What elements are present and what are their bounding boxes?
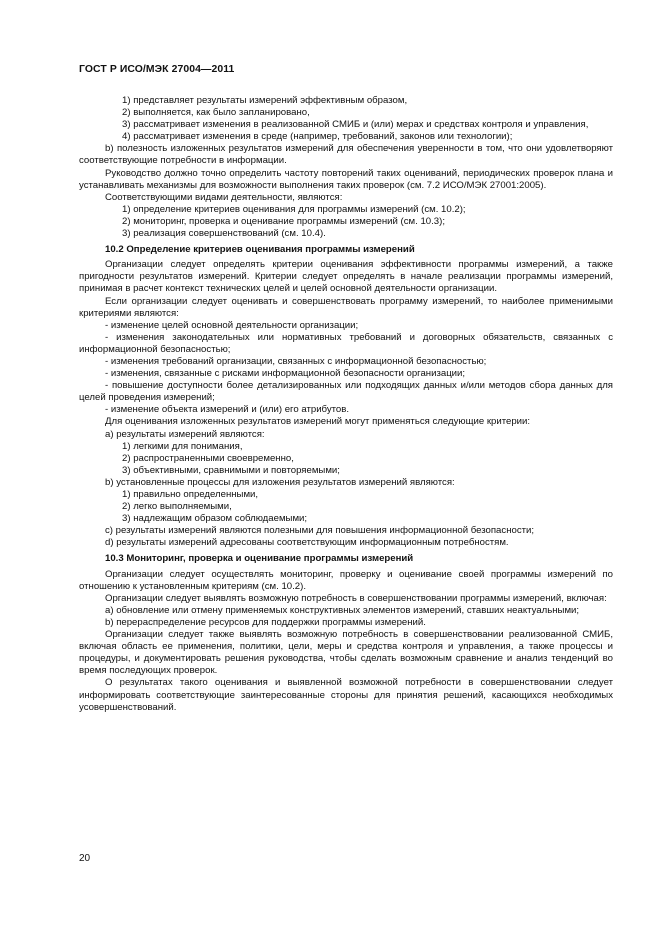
list-item-a-3: 3) объективными, сравнимыми и повторяемыми; [122, 464, 340, 476]
list-item-b-3: 3) надлежащим образом соблюдаемыми; [122, 513, 308, 525]
list-item-a-1: 1) легкими для понимания, [122, 440, 243, 452]
criteria-item-6: - изменение объекта измерений и (или) его атрибутов. [105, 404, 350, 416]
activity-item-3: 3) реализация совершенствований (см. 10.4). [122, 228, 326, 240]
section-10-2-heading: 10.2 Определение критериев оценивания программы измерений [105, 244, 415, 256]
item-b-usefulness: b) полезность изложенных результатов измерений для обеспечения уверенности в том, что они удовлетворяют соответствующие потребности в информации. [79, 143, 613, 167]
section-10-2-para3: Для оценивания изложенных результатов измерений могут применяться следующие критерии: [105, 416, 531, 428]
list-item-c: c) результаты измерений являются полезными для повышения информационной безопасности; [105, 525, 535, 537]
section-10-3-para4: О результатах такого оценивания и выявленной возможной потребности в совершенствовании следует информировать соответствующие заинтересованные стороны для принятия решений, касающихся необходимых усовершенствований. [79, 677, 613, 713]
list-item-a: a) результаты измерений являются: [105, 428, 265, 440]
list-item-d: d) результаты измерений адресованы соответствующим информационным потребностям. [105, 537, 509, 549]
activity-item-1: 1) определение критериев оценивания для программы измерений (см. 10.2); [122, 203, 466, 215]
criteria-item-5: - повышение доступности более детализированных или подходящих данных и/или методов сбора данных для целей проведения измерений; [79, 380, 613, 404]
section-10-3-heading: 10.3 Мониторинг, проверка и оценивание программы измерений [105, 553, 414, 565]
document-header: ГОСТ Р ИСО/МЭК 27004—2011 [79, 64, 235, 75]
section-10-3-para3: Организации следует также выявлять возможную потребность в совершенствовании реализованной СМИБ, включая область ее применения, политики, цели, меры и средства контроля и управления, а также процессы и процедуры, и документировать решения руководства, чтобы сделать возможным сравнение и анализ тенденций во время последующих проверок. [79, 629, 613, 677]
criteria-item-3: - изменения требований организации, связанных с информационной безопасностью; [105, 355, 487, 367]
list-item-b-1: 1) правильно определенными, [122, 489, 259, 500]
criteria-item-4: - изменения, связанные с рисками информационной безопасности организации; [105, 368, 466, 380]
list-item-b-2: 2) легко выполняемыми, [122, 501, 232, 513]
intro-item-3: 3) рассматривает изменения в реализованной СМИБ и (или) мерах и средствах контроля и управления, [122, 119, 589, 131]
page-content [79, 95, 613, 714]
section-10-3-item-a: a) обновление или отмену применяемых конструктивных элементов измерений, ставших неактуальными; [105, 604, 580, 616]
section-10-3-para1: Организации следует осуществлять мониторинг, проверку и оценивание своей программы измерений по отношению к установленным критериям (см. 10.2). [79, 568, 613, 592]
section-10-3-item-b: b) перераспределение ресурсов для поддержки программы измерений. [105, 616, 426, 628]
section-10-2-para2: Если организации следует оценивать и совершенствовать программу измерений, то наиболее применимыми критериями являются: [79, 295, 613, 319]
section-10-2-para1: Организации следует определять критерии оценивания эффективности программы измерений, а также пригодности результатов измерений. Критерии следует определять в начале реализации программы измерений, принимая в расчет контекст технических целей и целей основной деятельности организации. [79, 259, 613, 295]
criteria-item-2: - изменения законодательных или нормативных требований и договорных обязательств, связанных с информационной безопасностью; [79, 331, 613, 355]
list-item-b: b) установленные процессы для изложения результатов измерений являются: [105, 476, 455, 488]
guidance-paragraph: Руководство должно точно определить частоту повторений таких оцениваний, периодических проверок плана и устанавливать механизмы для возможности выполнения таких проверок (см. 7.2 ИСО/МЭК 27001:2005). [79, 167, 613, 191]
intro-item-1: 1) представляет результаты измерений эффективным образом, [122, 95, 408, 106]
section-10-3-para2: Организации следует выявлять возможную потребность в совершенствовании программы измерений, включая: [105, 592, 607, 604]
activity-item-2: 2) мониторинг, проверка и оценивание программы измерений (см. 10.3); [122, 215, 445, 227]
list-item-a-2: 2) распространенными своевременно, [122, 452, 294, 464]
page-number: 20 [79, 853, 91, 864]
criteria-item-1: - изменение целей основной деятельности организации; [105, 319, 359, 331]
intro-item-2: 2) выполняется, как было запланировано, [122, 107, 310, 119]
activities-intro: Соответствующими видами деятельности, являются: [105, 191, 343, 203]
intro-item-4: 4) рассматривает изменения в среде (например, требований, законов или технологии); [122, 131, 513, 143]
